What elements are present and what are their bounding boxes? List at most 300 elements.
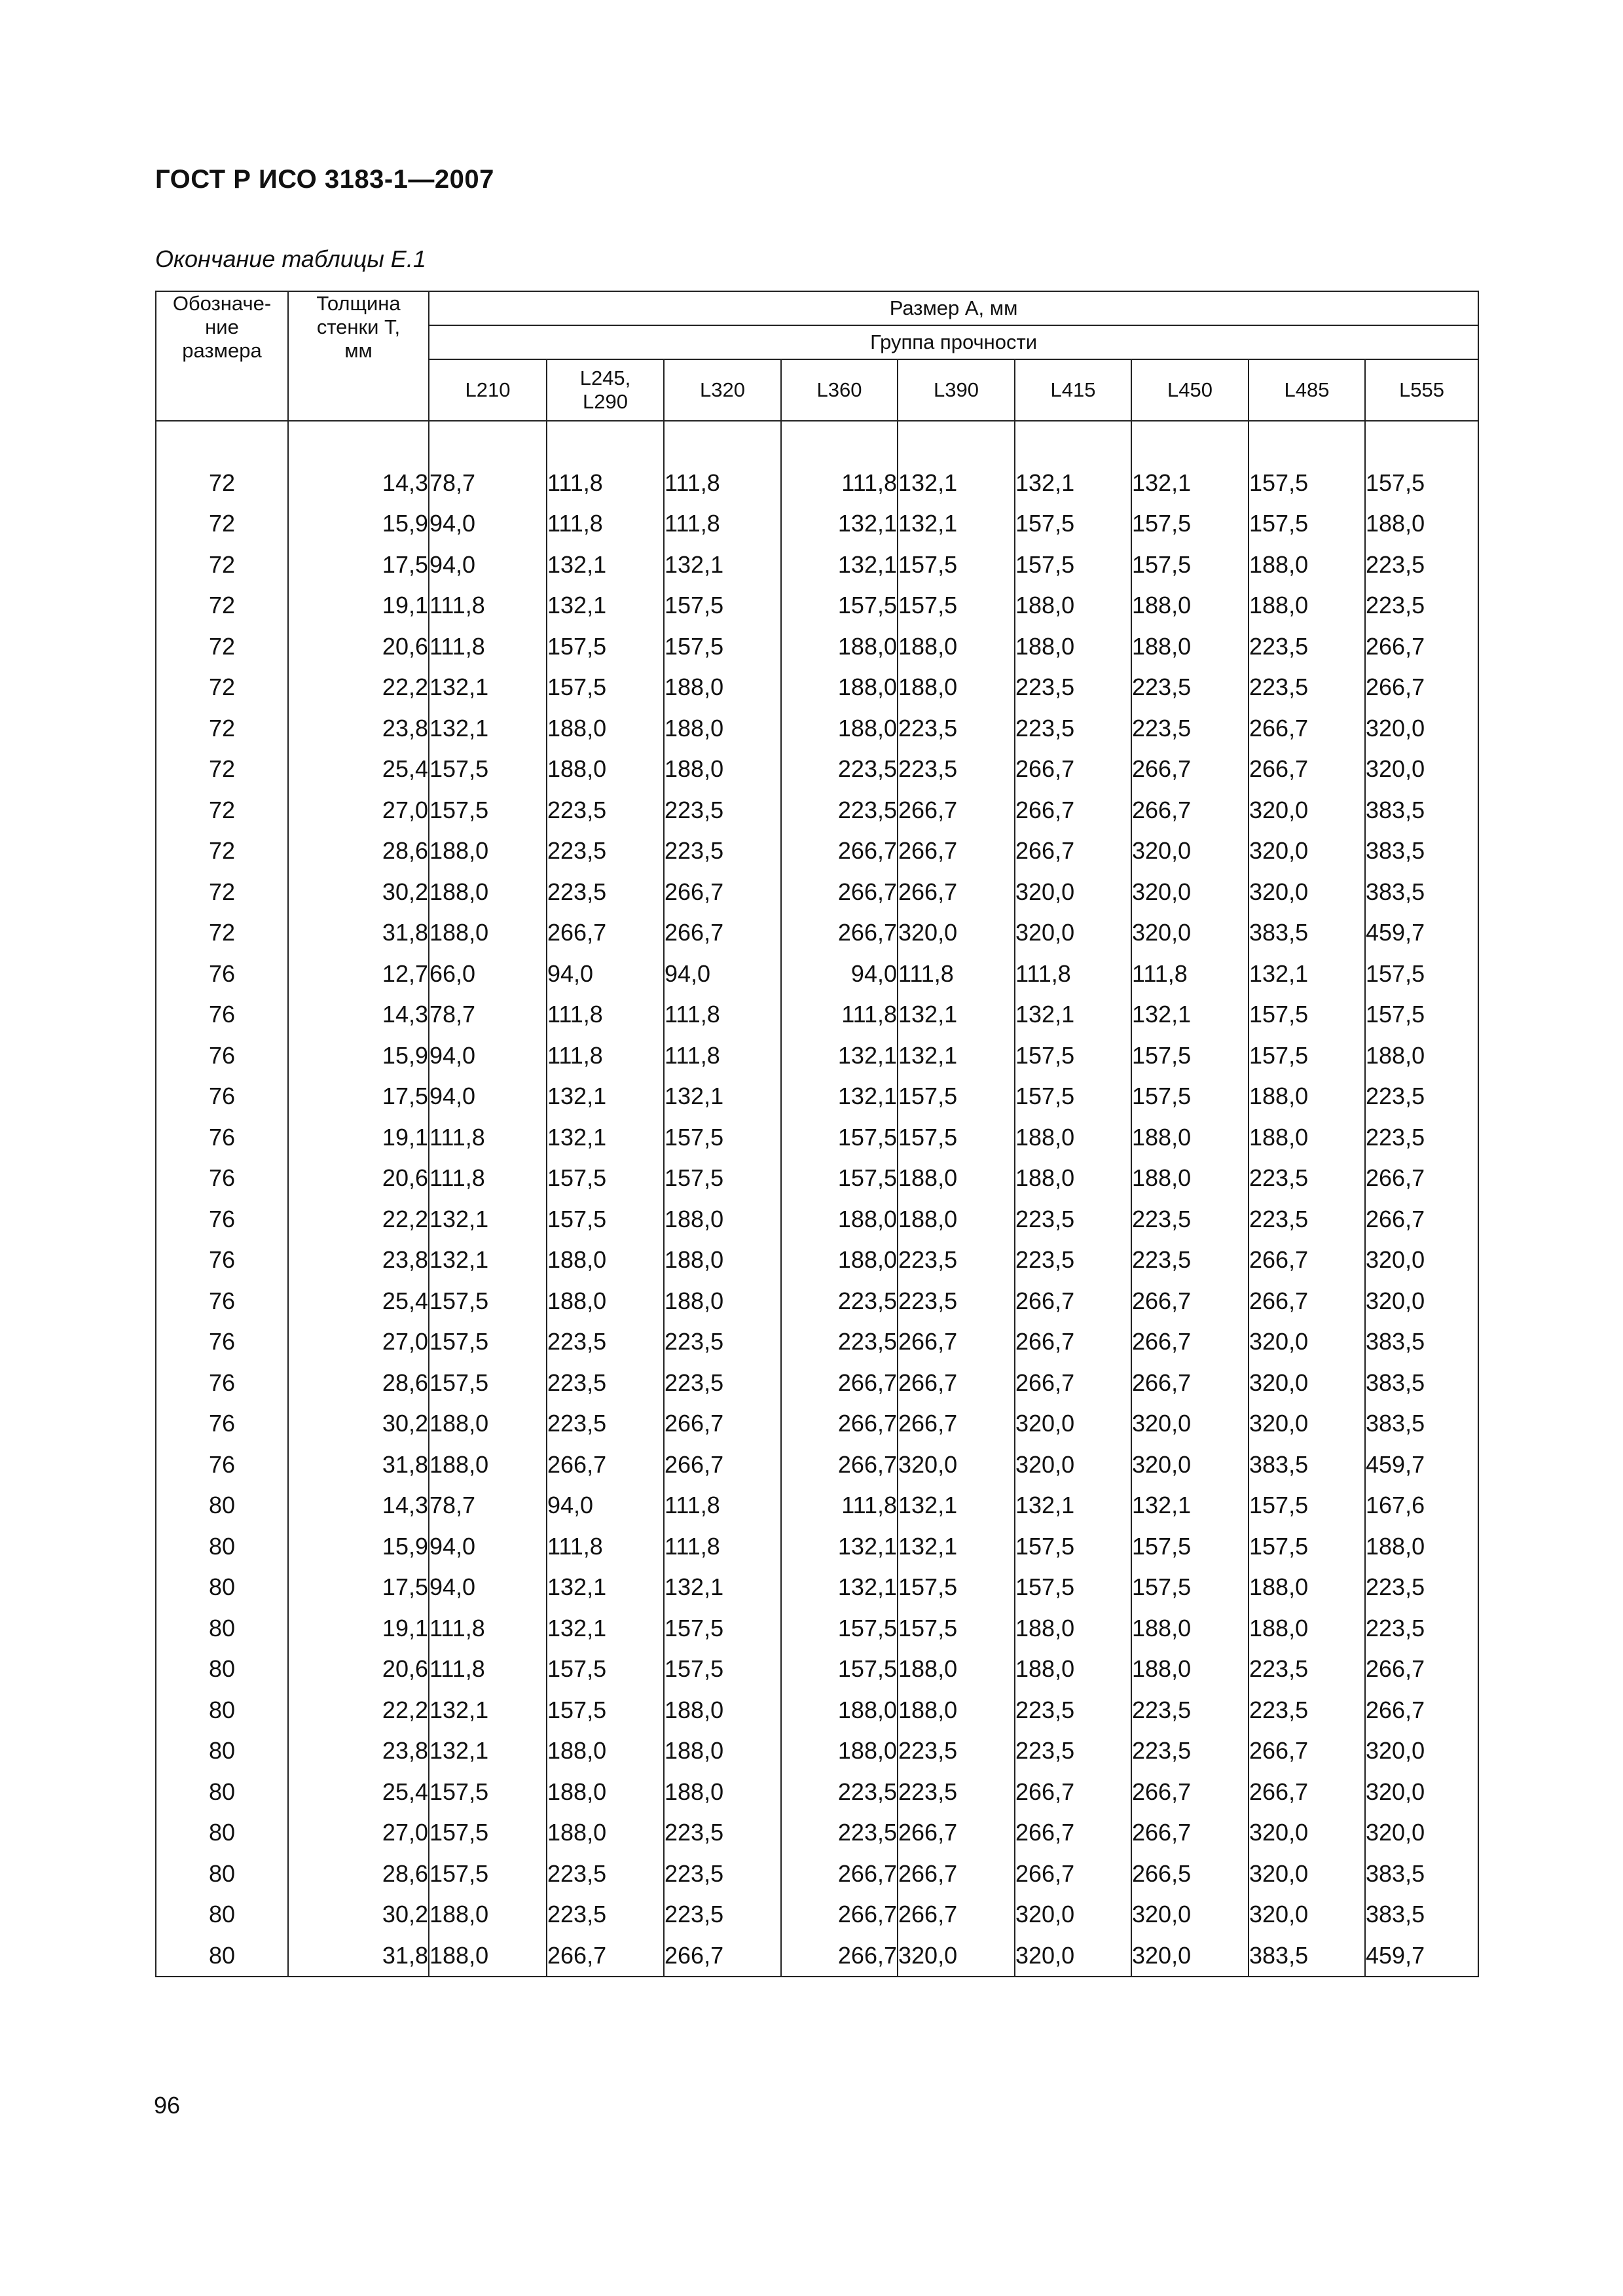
table-row xyxy=(156,994,1478,1035)
cell-thickness: 19,1 xyxy=(288,1117,429,1158)
cell-value: 188,0 xyxy=(1015,1608,1131,1649)
cell-value: 223,5 xyxy=(781,749,898,790)
cell-value: 78,7 xyxy=(429,1485,547,1526)
cell-value: 383,5 xyxy=(1365,1854,1478,1895)
cell-designation: 80 xyxy=(156,1935,288,1977)
cell-value: 223,5 xyxy=(1131,1199,1249,1240)
cell-value: 188,0 xyxy=(1015,1158,1131,1199)
table-row xyxy=(156,1854,1478,1895)
cell-value: 459,7 xyxy=(1365,1935,1478,1977)
cell-value: 223,5 xyxy=(1365,1567,1478,1608)
cell-value: 157,5 xyxy=(664,585,781,626)
cell-value: 383,5 xyxy=(1365,1894,1478,1935)
cell-value: 188,0 xyxy=(429,1444,547,1486)
cell-value: 383,5 xyxy=(1365,872,1478,913)
table-row xyxy=(156,1403,1478,1444)
cell-designation: 80 xyxy=(156,1731,288,1772)
cell-value: 266,7 xyxy=(898,1894,1015,1935)
cell-value: 188,0 xyxy=(1249,1567,1365,1608)
cell-value: 157,5 xyxy=(1249,994,1365,1035)
cell-value: 157,5 xyxy=(1131,1526,1249,1568)
table-row xyxy=(156,1035,1478,1077)
cell-designation: 76 xyxy=(156,994,288,1035)
cell-value: 223,5 xyxy=(664,1894,781,1935)
cell-designation: 76 xyxy=(156,1199,288,1240)
cell-value: 320,0 xyxy=(1249,1363,1365,1404)
cell-value: 188,0 xyxy=(664,1690,781,1731)
cell-value: 223,5 xyxy=(547,1854,664,1895)
cell-value: 223,5 xyxy=(1365,1076,1478,1117)
cell-designation: 76 xyxy=(156,1158,288,1199)
cell-value: 111,8 xyxy=(547,1526,664,1568)
cell-value: 223,5 xyxy=(1249,1649,1365,1690)
table-row xyxy=(156,1158,1478,1199)
cell-thickness: 31,8 xyxy=(288,912,429,954)
cell-value: 320,0 xyxy=(1249,1321,1365,1363)
cell-thickness: 17,5 xyxy=(288,1076,429,1117)
cell-value: 266,7 xyxy=(898,1403,1015,1444)
cell-value: 188,0 xyxy=(1015,1117,1131,1158)
cell-value: 188,0 xyxy=(1249,1608,1365,1649)
cell-value: 266,7 xyxy=(664,912,781,954)
page-number: 96 xyxy=(154,2092,181,2119)
cell-value: 157,5 xyxy=(1015,1567,1131,1608)
cell-value: 111,8 xyxy=(664,994,781,1035)
cell-value: 266,7 xyxy=(1365,1158,1478,1199)
cell-value: 157,5 xyxy=(1015,503,1131,545)
cell-value: 223,5 xyxy=(547,1363,664,1404)
table-row xyxy=(156,1117,1478,1158)
cell-value: 188,0 xyxy=(547,749,664,790)
cell-value: 111,8 xyxy=(1015,954,1131,995)
table-row xyxy=(156,912,1478,954)
cell-value: 459,7 xyxy=(1365,912,1478,954)
header-grade: L320 xyxy=(664,359,781,421)
table-row xyxy=(156,545,1478,586)
cell-value: 78,7 xyxy=(429,463,547,504)
table-row xyxy=(156,667,1478,708)
cell-value: 111,8 xyxy=(547,503,664,545)
cell-value: 383,5 xyxy=(1249,912,1365,954)
cell-value: 111,8 xyxy=(781,1485,898,1526)
cell-value: 223,5 xyxy=(547,1403,664,1444)
cell-value: 188,0 xyxy=(1249,1117,1365,1158)
cell-value: 111,8 xyxy=(429,1608,547,1649)
cell-value: 188,0 xyxy=(898,1158,1015,1199)
cell-value: 266,7 xyxy=(547,1935,664,1977)
cell-value: 132,1 xyxy=(429,1731,547,1772)
cell-value: 266,7 xyxy=(781,1894,898,1935)
cell-value: 266,7 xyxy=(1131,1321,1249,1363)
cell-thickness: 22,2 xyxy=(288,667,429,708)
cell-designation: 76 xyxy=(156,1321,288,1363)
cell-value: 188,0 xyxy=(547,1812,664,1854)
cell-value: 157,5 xyxy=(1249,1485,1365,1526)
cell-value: 320,0 xyxy=(1365,1731,1478,1772)
cell-value: 223,5 xyxy=(898,1731,1015,1772)
cell-value: 111,8 xyxy=(664,503,781,545)
cell-value: 459,7 xyxy=(1365,1444,1478,1486)
cell-value: 188,0 xyxy=(547,1240,664,1281)
cell-designation: 72 xyxy=(156,585,288,626)
cell-value: 223,5 xyxy=(1015,1731,1131,1772)
cell-value: 320,0 xyxy=(1365,708,1478,749)
cell-value: 132,1 xyxy=(1015,994,1131,1035)
cell-value: 157,5 xyxy=(664,626,781,668)
cell-thickness: 28,6 xyxy=(288,831,429,872)
cell-value: 94,0 xyxy=(429,1035,547,1077)
table-row xyxy=(156,872,1478,913)
cell-value: 320,0 xyxy=(1131,912,1249,954)
table-row xyxy=(156,708,1478,749)
cell-value: 132,1 xyxy=(429,1240,547,1281)
cell-value: 111,8 xyxy=(429,1158,547,1199)
cell-value: 111,8 xyxy=(664,1526,781,1568)
cell-thickness: 23,8 xyxy=(288,1240,429,1281)
cell-value: 223,5 xyxy=(898,1772,1015,1813)
cell-value: 132,1 xyxy=(781,503,898,545)
cell-thickness: 25,4 xyxy=(288,1772,429,1813)
cell-value: 132,1 xyxy=(898,463,1015,504)
cell-value: 266,7 xyxy=(1015,1772,1131,1813)
cell-value: 157,5 xyxy=(1365,954,1478,995)
cell-value: 266,7 xyxy=(898,1321,1015,1363)
cell-value: 266,7 xyxy=(664,1444,781,1486)
cell-value: 223,5 xyxy=(1365,585,1478,626)
table-row xyxy=(156,1444,1478,1486)
cell-value: 188,0 xyxy=(547,708,664,749)
cell-value: 188,0 xyxy=(664,1731,781,1772)
cell-value: 223,5 xyxy=(1131,1240,1249,1281)
cell-value: 111,8 xyxy=(547,463,664,504)
cell-value: 223,5 xyxy=(781,790,898,831)
cell-value: 132,1 xyxy=(1131,994,1249,1035)
cell-value: 266,7 xyxy=(1249,1240,1365,1281)
cell-value: 157,5 xyxy=(1131,545,1249,586)
cell-value: 266,7 xyxy=(664,1403,781,1444)
cell-value: 223,5 xyxy=(547,1321,664,1363)
cell-value: 223,5 xyxy=(1015,1199,1131,1240)
table-row xyxy=(156,1199,1478,1240)
cell-value: 320,0 xyxy=(1365,1772,1478,1813)
cell-value: 383,5 xyxy=(1249,1935,1365,1977)
cell-value: 111,8 xyxy=(429,585,547,626)
cell-value: 94,0 xyxy=(429,1567,547,1608)
table-body xyxy=(156,421,1478,1977)
table-row xyxy=(156,1690,1478,1731)
cell-value: 188,0 xyxy=(429,831,547,872)
cell-value: 223,5 xyxy=(664,831,781,872)
cell-value: 132,1 xyxy=(1131,1485,1249,1526)
cell-value: 383,5 xyxy=(1365,790,1478,831)
cell-value: 157,5 xyxy=(664,1158,781,1199)
cell-value: 132,1 xyxy=(1131,463,1249,504)
cell-designation: 72 xyxy=(156,831,288,872)
cell-value: 266,7 xyxy=(1015,1281,1131,1322)
cell-value: 157,5 xyxy=(429,1281,547,1322)
cell-value: 132,1 xyxy=(664,1076,781,1117)
cell-designation: 76 xyxy=(156,1444,288,1486)
cell-value: 266,7 xyxy=(1249,1772,1365,1813)
header-strength-group: Группа прочности xyxy=(429,325,1478,359)
cell-value: 188,0 xyxy=(664,667,781,708)
cell-thickness: 15,9 xyxy=(288,1035,429,1077)
cell-value: 157,5 xyxy=(1131,1567,1249,1608)
cell-designation: 76 xyxy=(156,1240,288,1281)
cell-value: 188,0 xyxy=(1365,1035,1478,1077)
cell-designation: 76 xyxy=(156,1076,288,1117)
cell-value: 132,1 xyxy=(429,1199,547,1240)
cell-value: 223,5 xyxy=(898,708,1015,749)
cell-value: 188,0 xyxy=(429,912,547,954)
table-row xyxy=(156,463,1478,504)
cell-value: 132,1 xyxy=(547,1117,664,1158)
cell-value: 188,0 xyxy=(1015,1649,1131,1690)
cell-value: 94,0 xyxy=(429,545,547,586)
cell-value: 157,5 xyxy=(429,790,547,831)
cell-value: 157,5 xyxy=(898,1076,1015,1117)
cell-value: 188,0 xyxy=(664,1240,781,1281)
table-header xyxy=(156,291,1478,421)
cell-value: 383,5 xyxy=(1365,1363,1478,1404)
cell-designation: 76 xyxy=(156,1117,288,1158)
cell-value: 132,1 xyxy=(664,545,781,586)
cell-value: 111,8 xyxy=(781,994,898,1035)
cell-value: 188,0 xyxy=(1131,1158,1249,1199)
cell-value: 223,5 xyxy=(664,1321,781,1363)
cell-value: 223,5 xyxy=(1249,667,1365,708)
cell-designation: 72 xyxy=(156,872,288,913)
cell-value: 320,0 xyxy=(1249,831,1365,872)
cell-value: 266,7 xyxy=(1131,1812,1249,1854)
cell-value: 132,1 xyxy=(781,1567,898,1608)
cell-value: 188,0 xyxy=(898,1649,1015,1690)
cell-thickness: 19,1 xyxy=(288,585,429,626)
table-row xyxy=(156,1894,1478,1935)
cell-designation: 76 xyxy=(156,1281,288,1322)
table-row xyxy=(156,1240,1478,1281)
cell-value: 223,5 xyxy=(898,749,1015,790)
cell-value: 188,0 xyxy=(898,1199,1015,1240)
cell-value: 320,0 xyxy=(1131,831,1249,872)
cell-value: 266,7 xyxy=(664,1935,781,1977)
cell-value: 157,5 xyxy=(429,1854,547,1895)
cell-value: 157,5 xyxy=(781,1608,898,1649)
cell-value: 132,1 xyxy=(547,1076,664,1117)
cell-value: 320,0 xyxy=(1131,1444,1249,1486)
cell-value: 188,0 xyxy=(1249,545,1365,586)
cell-value: 266,5 xyxy=(1131,1854,1249,1895)
cell-value: 223,5 xyxy=(898,1281,1015,1322)
cell-thickness: 27,0 xyxy=(288,1321,429,1363)
cell-thickness: 28,6 xyxy=(288,1363,429,1404)
cell-designation: 80 xyxy=(156,1854,288,1895)
cell-value: 188,0 xyxy=(898,1690,1015,1731)
cell-value: 157,5 xyxy=(429,1812,547,1854)
cell-value: 266,7 xyxy=(547,1444,664,1486)
table-row xyxy=(156,1321,1478,1363)
cell-thickness: 22,2 xyxy=(288,1199,429,1240)
cell-value: 223,5 xyxy=(664,1812,781,1854)
cell-value: 266,7 xyxy=(781,1444,898,1486)
cell-value: 132,1 xyxy=(781,1076,898,1117)
cell-value: 223,5 xyxy=(1365,1117,1478,1158)
cell-value: 132,1 xyxy=(429,667,547,708)
cell-value: 111,8 xyxy=(429,1649,547,1690)
cell-value: 320,0 xyxy=(1365,749,1478,790)
cell-value: 223,5 xyxy=(898,1240,1015,1281)
cell-value: 223,5 xyxy=(1249,1690,1365,1731)
cell-value: 188,0 xyxy=(1131,585,1249,626)
cell-thickness: 30,2 xyxy=(288,872,429,913)
header-designation: Обозначе- ние размера xyxy=(156,291,288,421)
cell-value: 320,0 xyxy=(1249,1812,1365,1854)
cell-designation: 76 xyxy=(156,954,288,995)
cell-value: 188,0 xyxy=(781,1199,898,1240)
cell-value: 383,5 xyxy=(1365,1321,1478,1363)
cell-thickness: 25,4 xyxy=(288,1281,429,1322)
cell-value: 223,5 xyxy=(1131,708,1249,749)
cell-value: 132,1 xyxy=(664,1567,781,1608)
cell-value: 320,0 xyxy=(1015,1403,1131,1444)
cell-value: 320,0 xyxy=(1249,1894,1365,1935)
cell-value: 157,5 xyxy=(664,1117,781,1158)
cell-value: 188,0 xyxy=(781,1731,898,1772)
cell-designation: 80 xyxy=(156,1526,288,1568)
cell-thickness: 30,2 xyxy=(288,1894,429,1935)
cell-value: 157,5 xyxy=(898,545,1015,586)
cell-value: 94,0 xyxy=(429,1526,547,1568)
cell-value: 223,5 xyxy=(1015,1240,1131,1281)
header-grade: L210 xyxy=(429,359,547,421)
cell-value: 111,8 xyxy=(429,626,547,668)
cell-value: 320,0 xyxy=(1015,912,1131,954)
cell-value: 188,0 xyxy=(1131,626,1249,668)
cell-value: 132,1 xyxy=(898,1485,1015,1526)
cell-designation: 72 xyxy=(156,749,288,790)
cell-value: 188,0 xyxy=(429,1935,547,1977)
cell-value: 157,5 xyxy=(429,749,547,790)
table-row xyxy=(156,749,1478,790)
cell-value: 132,1 xyxy=(781,1035,898,1077)
cell-value: 188,0 xyxy=(1015,585,1131,626)
cell-thickness: 17,5 xyxy=(288,545,429,586)
cell-thickness: 17,5 xyxy=(288,1567,429,1608)
cell-value: 223,5 xyxy=(1365,1608,1478,1649)
cell-value: 188,0 xyxy=(898,667,1015,708)
cell-designation: 80 xyxy=(156,1772,288,1813)
header-grade: L415 xyxy=(1015,359,1131,421)
cell-value: 157,5 xyxy=(1365,463,1478,504)
cell-value: 111,8 xyxy=(429,1117,547,1158)
cell-value: 157,5 xyxy=(664,1649,781,1690)
cell-value: 266,7 xyxy=(1131,790,1249,831)
table-row xyxy=(156,626,1478,668)
cell-value: 167,6 xyxy=(1365,1485,1478,1526)
cell-designation: 76 xyxy=(156,1035,288,1077)
cell-thickness: 20,6 xyxy=(288,1158,429,1199)
cell-designation: 80 xyxy=(156,1894,288,1935)
cell-value: 223,5 xyxy=(664,790,781,831)
cell-value: 66,0 xyxy=(429,954,547,995)
cell-value: 266,7 xyxy=(1131,749,1249,790)
cell-value: 157,5 xyxy=(1249,1526,1365,1568)
cell-value: 111,8 xyxy=(1131,954,1249,995)
cell-designation: 80 xyxy=(156,1649,288,1690)
cell-value: 223,5 xyxy=(781,1281,898,1322)
cell-value: 132,1 xyxy=(547,1608,664,1649)
cell-value: 157,5 xyxy=(1249,463,1365,504)
cell-value: 266,7 xyxy=(781,1363,898,1404)
cell-value: 266,7 xyxy=(1249,1731,1365,1772)
cell-value: 223,5 xyxy=(1249,626,1365,668)
data-table xyxy=(155,291,1479,1977)
cell-value: 266,7 xyxy=(1131,1281,1249,1322)
cell-value: 320,0 xyxy=(898,1935,1015,1977)
cell-value: 132,1 xyxy=(1249,954,1365,995)
cell-value: 266,7 xyxy=(1015,1854,1131,1895)
cell-value: 266,7 xyxy=(781,912,898,954)
table-row xyxy=(156,1567,1478,1608)
cell-value: 157,5 xyxy=(898,1117,1015,1158)
cell-value: 188,0 xyxy=(781,1690,898,1731)
cell-value: 223,5 xyxy=(547,1894,664,1935)
cell-value: 188,0 xyxy=(547,1731,664,1772)
cell-value: 320,0 xyxy=(1131,872,1249,913)
cell-value: 111,8 xyxy=(547,1035,664,1077)
cell-value: 132,1 xyxy=(1015,463,1131,504)
cell-thickness: 27,0 xyxy=(288,1812,429,1854)
cell-value: 188,0 xyxy=(1365,503,1478,545)
cell-designation: 80 xyxy=(156,1608,288,1649)
cell-value: 320,0 xyxy=(1249,872,1365,913)
cell-value: 223,5 xyxy=(781,1812,898,1854)
cell-value: 157,5 xyxy=(664,1608,781,1649)
cell-thickness: 14,3 xyxy=(288,463,429,504)
cell-value: 94,0 xyxy=(781,954,898,995)
table-row xyxy=(156,1731,1478,1772)
cell-value: 266,7 xyxy=(1249,708,1365,749)
cell-value: 157,5 xyxy=(1015,1076,1131,1117)
cell-value: 157,5 xyxy=(781,585,898,626)
table-row xyxy=(156,1363,1478,1404)
table-row xyxy=(156,503,1478,545)
cell-value: 188,0 xyxy=(1249,1076,1365,1117)
cell-value: 188,0 xyxy=(1131,1649,1249,1690)
cell-value: 157,5 xyxy=(547,1199,664,1240)
cell-value: 266,7 xyxy=(1365,1649,1478,1690)
cell-value: 188,0 xyxy=(429,1403,547,1444)
cell-value: 223,5 xyxy=(1131,1731,1249,1772)
cell-value: 320,0 xyxy=(1131,1894,1249,1935)
cell-value: 266,7 xyxy=(1015,831,1131,872)
cell-value: 266,7 xyxy=(1015,1321,1131,1363)
cell-value: 188,0 xyxy=(1015,626,1131,668)
cell-value: 111,8 xyxy=(664,1035,781,1077)
cell-value: 157,5 xyxy=(781,1649,898,1690)
cell-value: 223,5 xyxy=(547,790,664,831)
table-row xyxy=(156,585,1478,626)
table-row xyxy=(156,1608,1478,1649)
cell-thickness: 30,2 xyxy=(288,1403,429,1444)
cell-value: 266,7 xyxy=(547,912,664,954)
cell-value: 188,0 xyxy=(664,1281,781,1322)
cell-value: 188,0 xyxy=(547,1281,664,1322)
cell-value: 383,5 xyxy=(1249,1444,1365,1486)
cell-value: 266,7 xyxy=(781,831,898,872)
table-row xyxy=(156,1526,1478,1568)
cell-thickness: 31,8 xyxy=(288,1444,429,1486)
